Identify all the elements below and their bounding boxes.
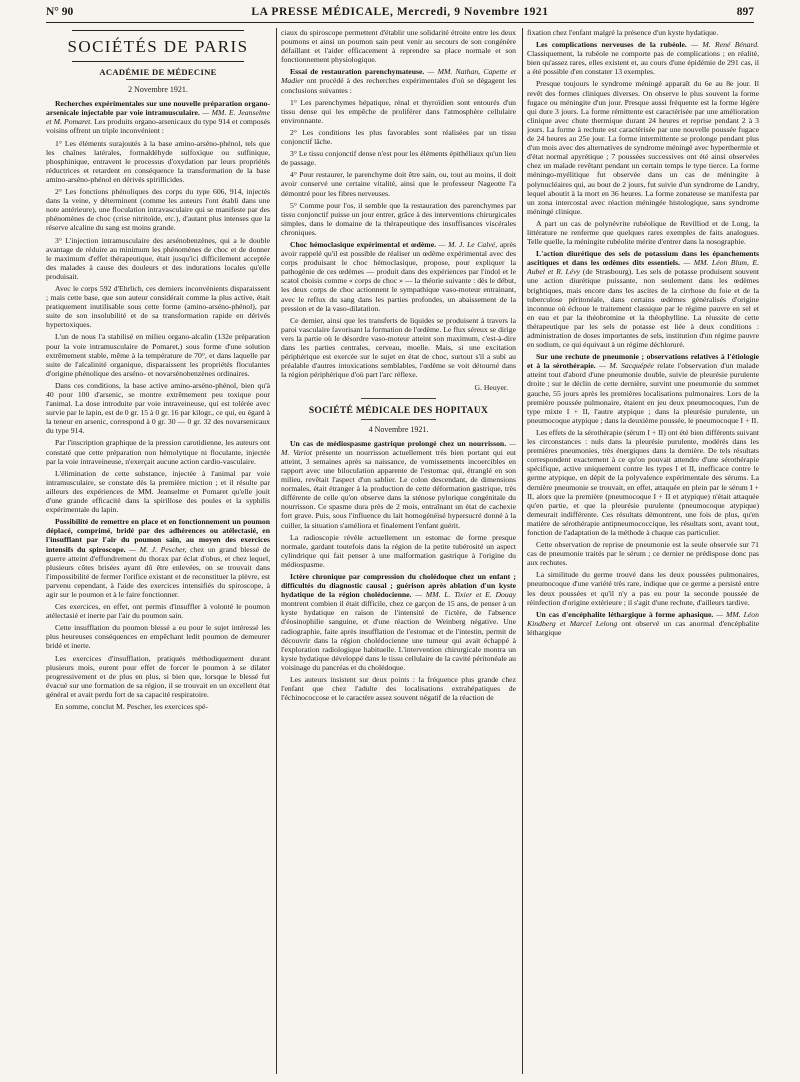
article-paragraph bbox=[527, 610, 759, 637]
page-number: 897 bbox=[736, 6, 754, 18]
article-text: relate l'observation d'un malade atteint tout d'abord d'une pneumonie double, suivie de pleurésie purulente droite ; sur le déclin de cette dernière, survint une pneumonie du sommet gauche, 55 jours après les premières localisations pulmonaires. Lors de la première poussée pulmonaire, étaient en jeu deux pneumocoques, l'un de type mixte I + II, l'autre atypique ; dans la pleurésie purulente, un pneumocoque atypique ; dans la deuxième poussée, le pneumocoque I + II. bbox=[527, 361, 759, 425]
article-text: (de Strasbourg). Les sels de potasse produisent souvent une action diurétique puissante, non seulement dans les œdèmes brightiques, mais encore dans les ascites de la cirrhose du foie et de la tuberculose péritonéale, dans certains œdèmes généralisés d'origine inconnue où échoue le traitement classique par le régime pauvre en sel et en eau et par la théobromine et la théophylline. La réussite de cette thérapeutique par les sels de potasse est liée à deux conditions : administration de doses importantes de sels, institution d'un régime pauvre en sodium, ce qui équivaut à un régime déchloruré. bbox=[527, 267, 759, 350]
column-right bbox=[527, 28, 759, 1076]
article-paragraph bbox=[281, 572, 516, 672]
masthead: LA PRESSE MÉDICALE, Mercredi, 9 Novembre 1921 bbox=[251, 6, 549, 18]
paragraph: 3° Le tissu conjonctif dense n'est pour les éléments épithéliaux qu'un lieu de passage. bbox=[281, 149, 516, 168]
article-authors: — MM. Léon Blum, E. Aubel et R. Lévy bbox=[527, 258, 759, 277]
article-title: Essai de restauration parenchymateuse. bbox=[290, 67, 425, 77]
article-paragraph bbox=[46, 99, 270, 135]
article-text: ont procédé à des recherches expérimentales d'où se dégagent les conclusions suivantes : bbox=[281, 76, 516, 95]
paragraph: 2° Les fonctions phénoliques des corps du type 606, 914, injectés dans la veine, y déterminent (comme les auteurs l'ont établi dans une note antérieure), une floculation intravasculaire qui se manifeste par des phénomènes de choc (crise nitritoïde, etc.), d'autant plus intenses que la réserve alcaline du sang est moins grande. bbox=[46, 187, 270, 233]
article-title: Un cas de médiospasme gastrique prolongé chez un nourrisson. bbox=[290, 438, 507, 448]
section-rule bbox=[361, 398, 436, 399]
paragraph: Les exercices d'insufflation, pratiqués méthodiquement durant plusieurs mois, eurent pour effet de forcer le poumon à se dilater progressivement et de plus en plus, si bien que, lorsque le blessé fut évacué sur une formation de sa région, il se trouvait en un excellent état général et avait perdu fort de sa capacité respiratoire. bbox=[46, 653, 270, 699]
article-text: Les produits organo-arsenicaux du type 914 et composés voisins offrent un triple inconvénient : bbox=[46, 117, 270, 136]
article-authors: — M. Sacquépée bbox=[595, 361, 654, 371]
article-paragraph bbox=[527, 352, 759, 425]
column-middle bbox=[281, 28, 516, 1076]
paragraph: L'élimination de cette substance, injectée à l'animal par voie intramusculaire, se constate dès la première miction ; et il résulte par ailleurs des expériences de MM. Jeanselme et Pomaret qu'elle jouit d'une grande efficacité dans la spirillose des poules et la syphilis expérimentale du lapin. bbox=[46, 468, 270, 515]
paragraph: 2° Les conditions les plus favorables sont réalisées par un tissu conjonctif lâche. bbox=[281, 127, 516, 147]
paragraph: Cette observation de reprise de pneumonie est la seule observée sur 71 cas de pneumonie traités par le sérum ; ce dernier ne prédispose donc pas aux rechutes. bbox=[527, 540, 759, 568]
issue-number: N° 90 bbox=[46, 6, 74, 18]
paragraph: Presque toujours le syndrome méningé apparaît du 6e au 8e jour. Il revêt des formes cliniques diverses. On observe le plus souvent la forme fugace ou méningite d'un jour. Presque aussi fréquente est la forme légère qui dure 3 jours. La forme rémittente est caractérisée par une amélioration clinique avec chute thermique durant 24 heures et reprise pendant 2 à 3 jours. La forme à rechute est caractérisée par une nouvelle poussée fugace de 24 heures au 25e jour. La forme intermittente se prolonge pendant plus d'un mois avec des alternatives de syndrome méningé avec hyperthermie et d'état normal apyrétique ; 7 poussées successives ont été ainsi observées chez un malade revêtant pendant un certain temps le type tierce. La forme méningo-myélitique fut observée dans un cas de méningite à polynucléaires qui, au bout de 2 jours, fut suivie d'un syndrome de Landry, lequel aboutit à la mort en 36 heures. La forme zonateuse se manifesta par un zona intercostal avec réaction méningée histologique, sans syndrome méningé clinique. bbox=[527, 79, 759, 216]
article-title: Ictère chronique par compression du cholédoque chez un enfant ; difficultés du diagnostic causal ; guérison après ablation d'un kyste hydatique de la région cholédocienne. bbox=[281, 571, 516, 600]
society-date: 4 Novembre 1921. bbox=[368, 424, 429, 434]
title-rule-top bbox=[72, 30, 244, 31]
article-paragraph bbox=[527, 40, 759, 76]
paragraph: 1° Les parenchymes hépatique, rénal et thyroïdien sont entourés d'un tissu dense qui les empêche de proliférer dans l'atmosphère cellulaire environnante. bbox=[281, 97, 516, 125]
title-rule-bottom bbox=[72, 61, 244, 62]
article-text: ont observé un cas anormal d'encéphalite léthargique bbox=[527, 618, 759, 637]
paragraph: Dans ces conditions, la base active amino-arséno-phénol, bien qu'à 40 pour 100 d'arsenic, se montre extrêmement peu toxique pour l'animal. La dose introduite par voie intraveineuse, qui est tolérée avec survie par le lapin, est de 0 gr. 15 à 0 gr. 16 par kilogr., ce qui, eu égard à la teneur en arsenic, correspond à 0 gr. 30 — 0 gr. 32 des novarsenicaux du type 914. bbox=[46, 380, 270, 436]
article-authors: — MM. E. Jeanselme et M. Pomaret. bbox=[46, 108, 270, 127]
article-authors: — MM. Nathan, Capette et Madier bbox=[281, 67, 516, 86]
paragraph: 5° Comme pour l'os, il semble que la restauration des parenchymes par tissu conjonctif puisse un jour entrer, grâce à des interventions chirurgicales simples, dans le domaine de la thérapeutique des insuffisances viscérales chroniques. bbox=[281, 200, 516, 237]
section-main-title: SOCIÉTÉS DE PARIS bbox=[67, 37, 249, 56]
article-paragraph bbox=[46, 517, 270, 599]
article-text: présente un nourrisson actuellement très bien portant qui eut atteint, 3 semaines après sa naissance, de vomissements incoercibles en rapport avec une biloculation apparente de l'estomac qui, étranglé en son milieu, revêtait l'aspect d'un sablier. Le colon descendant, de dimensions normales, était étranger à la production de cette déformation gastrique, très différente de celle qu'on observe dans la sténose pylorique congénitale du nourrisson. Ce spasme dura près de 2 mois, entraînant un état de cachexie fort grave. Puis, sous l'influence du lait homogénéisé hypersucré donné à la cuiller, la situation s'améliora et finalement l'enfant guérit. bbox=[281, 447, 516, 530]
article-text: montrent combien il était difficile, chez ce garçon de 15 ans, de penser à un kyste hydatique en raison de l'intensité de l'ictère, de l'absence d'éosinophilie sanguine, et d'une réaction de Weinberg négative. Une radiographie, faite après insufflation de l'estomac et de l'intestin, permit de découvrir dans la région cholédocienne une tumeur qui avait échappé à l'exploration radiologique habituelle. L'intervention chirurgicale montra un kyste hydatique développé dans le tissu cellulaire de la cavité péritonéale au voisinage du pancréas et du cholédoque. bbox=[281, 599, 516, 672]
article-authors: — M. J. Le Calvé, bbox=[436, 239, 498, 249]
article-paragraph bbox=[527, 249, 759, 349]
paragraph: Les auteurs insistent sur deux points : la fréquence plus grande chez l'enfant que chez l'adulte des localisations extrahépatiques de l'échinococcose et le caractère assez souvent négatif de la réaction de bbox=[281, 675, 516, 703]
paragraph: Cette insufflation du poumon blessé a eu pour le sujet intéressé les plus heureuses conséquences en empêchant ledit poumon de demeurer bridé et inerte. bbox=[46, 623, 270, 651]
article-title: L'action diurétique des sels de potassium dans les épanchements ascitiques et dans les œdèmes dits essentiels. bbox=[527, 249, 759, 268]
article-title: Recherches expérimentales sur une nouvelle préparation organo-arsenicale injectable par voie intramusculaire. bbox=[46, 99, 270, 118]
article-text: après avoir rappelé qu'il est possible de réaliser un œdème expérimental avec des corps produisant le choc hémoclasique, propose, pour expliquer la pathogénie de ces œdèmes — produit dans des expériences par l'indol et le scatol choisis comme « corps de choc » — la théorie suivante : dès le début, les deux corps de choc actionnent le sympathique vaso-moteur entrainant, avec le reflux du sang dans les parties profondes, un abaissement de la pression et de la vaso-dilatation. bbox=[281, 239, 516, 313]
article-authors: — MM. L. Tixier et E. Douay bbox=[411, 590, 516, 600]
article-paragraph bbox=[281, 67, 516, 94]
paragraph: A part un cas de polynévrite rubéolique de Revilliod et de Long, la littérature ne renferme que quelques rares exemples de faits analogues. Telle quelle, la méningite rubéolite mérite d'entrer dans la nosographie. bbox=[527, 218, 759, 247]
paragraph: 1° Les éléments surajoutés à la base amino-arséno-phénol, tels que les chaînes latérales, formaldéhyde sulfoxique ou sulfinique, phosphinique, entravent le processus d'oxydation par leurs propriétés réductrices et retardent en conséquence la transformation de la base amino-arséno-phénol en dérivés spirillicides. bbox=[46, 138, 270, 184]
paragraph: fixation chez l'enfant malgré la présence d'un kyste hydatique. bbox=[527, 28, 719, 37]
article-paragraph bbox=[281, 439, 516, 530]
paragraph: Les effets de la sérothérapie (sérum I + II) ont été bien différents suivant les circonstances : nuls dans la pleurésie purulente, modérés dans les premières pneumonies, très énergiques dans la dernière. De tels résultats correspondent exactement à ce qu'on pouvait attendre d'une sérothérapie spécifique, active uniquement contre les types I et II, inefficace contre le germe atypique, en dépit de la polyvalence expérimentale des sérums. La dernière pneumonie se trouvait, en effet, attaquée en plein par le sérum I + II, alors que la première (pneumocoque I + II et atypique) n'était attaquée qu'en partie, et que la pleurésie purulente (pneumocoque atypique) demeurait indifférente. Ces résultats démontrent, une fois de plus, qu'en matière de sérothérapie antipneumococcique, les résultats sont, avant tout, fonction de l'adaptation de la méthode à chaque cas particulier. bbox=[527, 427, 759, 537]
paragraph: 3° L'injection intramusculaire des arsénobenzènes, qui a le double avantage de réduire au minimum les phénomènes de choc et de donner le maximum d'effet thérapeutique, était jusqu'ici difficilement acceptée des malades à cause des douleurs et des indurations locales qu'elle produisait. bbox=[46, 235, 270, 281]
paragraph: Ce dernier, ainsi que les transferts de liquides se produisent à travers la paroi vasculaire favorisant la formation de l'œdème. Le flux séreux se dirige vers la partie où le désordre vaso-moteur atteint son maximum, c'est-à-dire dans les parties centrales, cerveau, moelle. Mais, si une excitation périphérique est exercée sur le sujet en état de choc, surtout s'il a subi au préalable d'autres intoxications semblables, l'œdème se voit détourné dans la région périphérique d'où part l'arc réflexe. bbox=[281, 315, 516, 380]
column-left bbox=[46, 28, 270, 1076]
article-authors: — M. Variot bbox=[281, 438, 516, 457]
article-authors: — MM. Léon Kindberg et Marcel Lelong bbox=[527, 609, 759, 628]
academy-rule bbox=[126, 79, 190, 80]
paragraph: Par l'inscription graphique de la pression carotidienne, les auteurs ont constaté que cette préparation non hémolytique ni floculante, injectée par la voie intraveineuse, n'exerçait aucune action cardio-vasculaire. bbox=[46, 438, 270, 466]
paragraph: La radioscopie révèle actuellement un estomac de forme presque normale, gardant toutefois dans la région de la petite tubérosité un aspect cylindrique qui fait penser à une malformation gastrique à l'origine du médiospasme. bbox=[281, 532, 516, 569]
society-rule bbox=[361, 419, 436, 420]
article-text: chez un grand blessé de guerre atteint d'effondrement du thorax par éclat d'obus, et chez lequel, plusieurs côtes brisées ayant dû être enlevées, on se trouvait dans l'impossibilité de fermer l'orifice existant et de reconstituer la plèvre, est parvenu cependant, à l'aide des exercices intensifiés du spiroscope, à agir sur le poumon et à le faire fonctionner. bbox=[46, 544, 270, 599]
signature: G. Heuyer. bbox=[474, 383, 508, 393]
article-title: Sur une rechute de pneumonie ; observations relatives à l'étiologie et à la sérothérapie. bbox=[527, 352, 759, 371]
article-title: Les complications nerveuses de la rubéole. bbox=[536, 40, 687, 50]
paragraph: L'un de nous l'a stabilisé en milieu organo-alcalin (132e préparation pour la voie intramusculaire de Pomaret,) sous forme d'une solution extrêmement stable, même à la température de 70°, et dans laquelle par suite de l'alcalinité organique, disparaissent les propriétés floculantes d'origine phénolique des arséno- et novarsénobenzènes ordinaires. bbox=[46, 332, 270, 378]
paragraph: En somme, conclut M. Pescher, les exercices spé- bbox=[55, 702, 208, 711]
article-paragraph bbox=[281, 240, 516, 313]
article-authors: — M. J. Pescher, bbox=[125, 544, 187, 554]
page-header bbox=[46, 6, 754, 23]
column-divider-left bbox=[276, 28, 277, 1074]
paragraph: Ces exercices, en effet, ont permis d'insuffler à volonté le poumon atélectasié et inerte par l'air du poumon sain. bbox=[46, 602, 270, 621]
article-title: Choc hémoclasique expérimental et œdème. bbox=[290, 239, 437, 249]
column-divider-right bbox=[522, 28, 523, 1074]
article-title: Possibilité de remettre en place et en fonctionnement un poumon déplacé, comprimé, bridé par des adhérences ou atélectasié, en l'insufflant par l'air du poumon sain, au moyen des exercices intensifs du spiroscope. bbox=[46, 517, 270, 554]
academy-title: ACADÉMIE DE MÉDECINE bbox=[99, 67, 217, 77]
paragraph: La similitude du germe trouvé dans les deux poussées pulmonaires, pneumocoque d'une variété très rare, indique que ce germe a persisté entre les deux poussées et qu'il n'y a pas eu pour la seconde poussée de réinfection d'origine extérieure ; il s'agit d'une rechute, d'ailleurs tardive. bbox=[527, 570, 759, 607]
society-title: SOCIÉTÉ MÉDICALE DES HOPITAUX bbox=[308, 406, 489, 417]
paragraph: ciaux du spiroscope permettent d'établir une solidarité étroite entre les deux poumons et ainsi un poumon sain peut venir au secours de son congénère défaillant et l'aider efficacement à reprendre sa place normale et son fonctionnement physiologique. bbox=[281, 28, 516, 65]
article-text: Classiquement, la rubéole ne comporte pas de complications ; en réalité, bien qu'assez rares, elles existent et, au cours d'une épidémie de 291 cas, il a été possible d'en constater 13 exemples. bbox=[527, 49, 759, 77]
article-authors: — M. René Bénard. bbox=[686, 40, 759, 50]
paragraph: Avec le corps 592 d'Ehrlich, ces derniers inconvénients disparaissent ; mais cette base, que son auteur considérait comme la plus active, était pratiquement inutilisable sous cette forme (amino-arséno-phénol), par suite de son insolubilité et de sa transformation rapide en dérivés hypertoxiques. bbox=[46, 283, 270, 330]
paragraph: 4° Pour restaurer, le parenchyme doit être sain, ou, tout au moins, il doit avoir conservé une certaine vitalité, ainsi que le professeur Nageotte l'a démontré pour les fibres nerveuses. bbox=[281, 170, 516, 198]
academy-date: 2 Novembre 1921. bbox=[128, 85, 188, 95]
article-title: Un cas d'encéphalite léthargique à forme aphasique. bbox=[536, 609, 714, 619]
